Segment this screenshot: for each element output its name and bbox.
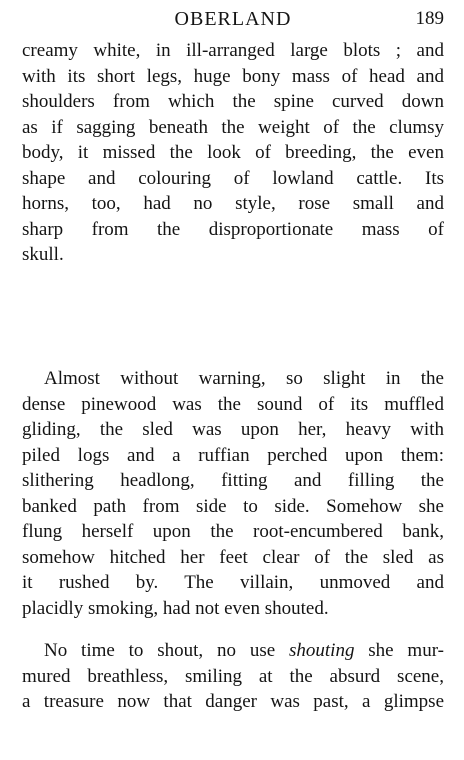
text-line: gliding, the sled was upon her, heavy with (22, 419, 444, 440)
text-line: horns, too, had no style, rose small and (22, 193, 444, 214)
text-line: placidly smoking, had not even shouted. (22, 597, 329, 619)
text-line: Almost without warning, so slight in the (44, 368, 444, 389)
text-line: sharp from the disproportionate mass of (22, 218, 444, 240)
text-line: banked path from side to side. Somehow she (22, 495, 444, 517)
text-run: No time to shout, no use (44, 640, 289, 661)
page-header (22, 5, 444, 33)
emphasized-word: shouting (289, 640, 355, 661)
text-line: shoulders from which the spine curved down (22, 91, 444, 112)
text-run: she mur- (354, 640, 444, 661)
text-line: dense pinewood was the sound of its muffled (22, 393, 444, 415)
text-line: somehow hitched her feet clear of the sled as (22, 546, 444, 568)
text-line: piled logs and a ruffian perched upon them: (22, 444, 444, 466)
text-line: skull. (22, 244, 64, 265)
text-line: mured breathless, smiling at the absurd scene, (22, 665, 444, 687)
paragraph-3 (22, 638, 444, 715)
text-line: with its short legs, huge bony mass of head and (22, 65, 444, 87)
text-line: flung herself upon the root-encumbered bank, (22, 521, 444, 542)
text-line: it rushed by. The villain, unmoved and (22, 572, 444, 593)
running-head: OBERLAND (174, 8, 292, 30)
text-line: slithering headlong, fitting and filling the (22, 470, 444, 491)
text-line (22, 638, 444, 664)
page-number: 189 (415, 8, 444, 29)
text-line: a treasure now that danger was past, a glimpse (22, 691, 444, 712)
text-line: creamy white, in ill-arranged large blots ; and (22, 40, 444, 61)
text-line: as if sagging beneath the weight of the clumsy (22, 116, 444, 138)
paragraph-2 (22, 366, 444, 621)
text-line: body, it missed the look of breeding, the even (22, 142, 444, 163)
paragraph-1 (22, 38, 444, 268)
text-line: shape and colouring of lowland cattle. Its (22, 167, 444, 189)
